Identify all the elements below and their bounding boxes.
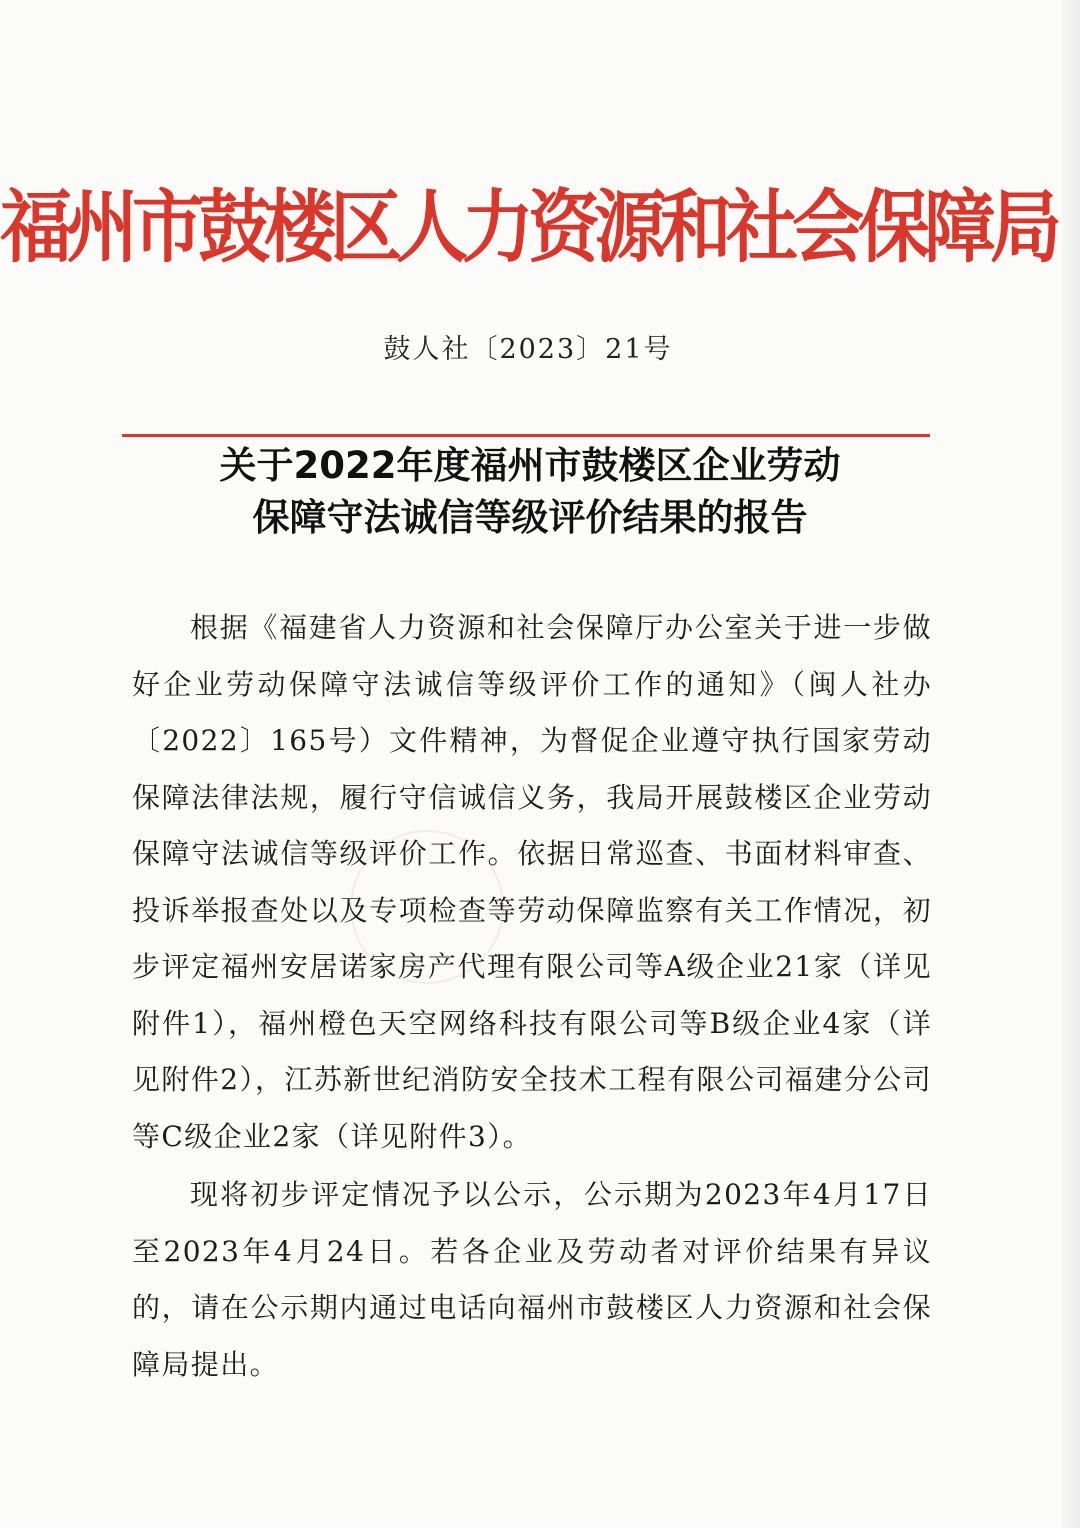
report-title xyxy=(0,440,1060,544)
report-body xyxy=(132,600,932,1393)
report-title-line-1: 关于2022年度福州市鼓楼区企业劳动 xyxy=(219,444,841,487)
report-title-line-2: 保障守法诚信等级评价结果的报告 xyxy=(252,496,808,539)
red-separator-line xyxy=(122,434,930,437)
body-paragraph-2: 现将初步评定情况予以公示，公示期为2023年4月17日至2023年4月24日。若各企业及劳动者对评价结果有异议的，请在公示期内通过电话向福州市鼓楼区人力资源和社会保障局提出。 xyxy=(132,1178,932,1381)
agency-header: 福州市鼓楼区人力资源和社会保障局 xyxy=(0,179,1057,274)
document-number: 鼓人社〔2023〕21号 xyxy=(383,334,673,365)
body-paragraph-1: 根据《福建省人力资源和社会保障厅办公室关于进一步做好企业劳动保障守法诚信等级评价工作的通知》（闽人社办〔2022〕165号）文件精神，为督促企业遵守执行国家劳动保障法律法规，履行守信诚信义务，我局开展鼓楼区企业劳动保障守法诚信等级评价工作。依据日常巡查、书面材料审查、投诉举报查处以及专项检查等劳动保障监察有关工作情况，初步评定福州安居诺家房产代理有限公司等A级企业21家（详见附件1），福州橙色天空网络科技有限公司等B级企业4家（详见附件2），江苏新世纪消防安全技术工程有限公司福建分公司等C级企业2家（详见附件3）。 xyxy=(132,611,932,1153)
page-edge-shadow xyxy=(1062,0,1080,1528)
